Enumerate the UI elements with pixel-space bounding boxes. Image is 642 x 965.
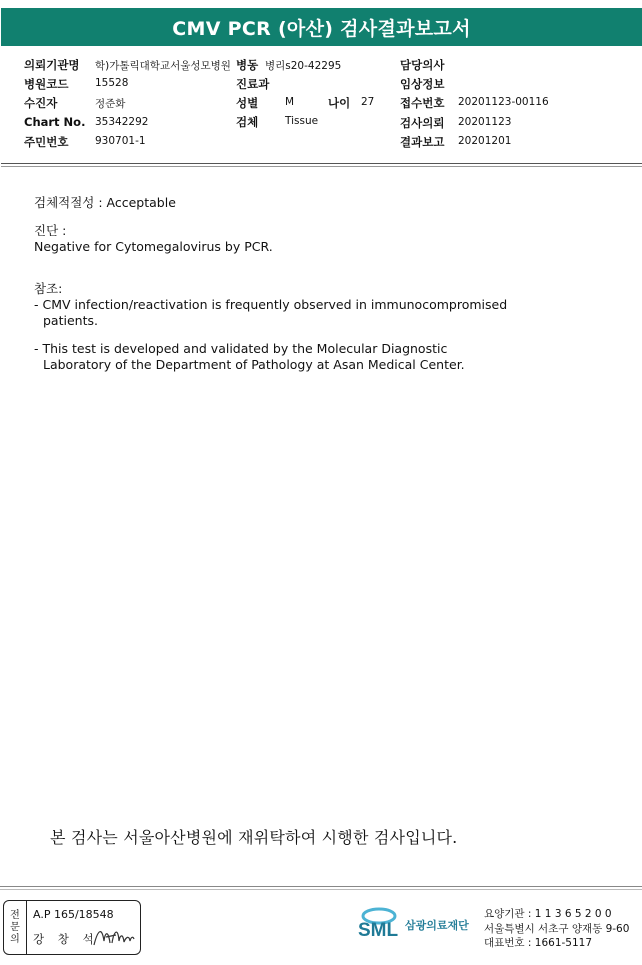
pathologist-signature-box: [3, 900, 141, 955]
reference-1-line-1: - CMV infection/reactivation is frequently observed in immunocompromised: [34, 297, 508, 312]
organization-info: [484, 907, 629, 951]
footer-divider-secondary: [0, 889, 642, 890]
ward-label: 병동: [236, 58, 259, 72]
diagnosis-heading: 진단 :: [34, 223, 67, 238]
id-number-label: 주민번호: [24, 135, 69, 149]
org-registration: 요양기관 : 1 1 3 6 5 2 0 0: [484, 908, 612, 920]
diagnosis-text: Negative for Cytomegalovirus by PCR.: [34, 239, 273, 254]
doctor-label: 담당의사: [400, 58, 445, 72]
patient-value: 정준화: [95, 98, 126, 110]
institution-value: 학)가톨릭대학교서울성모병원: [95, 60, 231, 72]
org-address: 서울특별시 서초구 양재동 9-60: [484, 922, 630, 935]
reference-heading: 참조:: [34, 281, 63, 296]
reference-1-line-2: patients.: [43, 313, 98, 328]
report-date-label: 결과보고: [400, 135, 445, 149]
hospital-code-label: 병원코드: [24, 77, 69, 91]
sex-label: 성별: [236, 96, 259, 110]
svg-text:SML: SML: [358, 920, 399, 941]
referral-note: 본 검사는 서울아산병원에 재위탁하여 시행한 검사입니다.: [50, 828, 458, 847]
pathologist-name: 강 창 석: [33, 932, 99, 946]
id-number-value: 930701-1: [95, 135, 146, 147]
accession-label: 접수번호: [400, 96, 445, 110]
specimen-label: 검체: [236, 115, 259, 129]
request-date-label: 검사의뢰: [400, 116, 445, 130]
report-date-value: 20201201: [458, 135, 512, 147]
age-label: 나이: [328, 96, 351, 110]
sml-logo-icon: [356, 906, 402, 944]
hospital-code-value: 15528: [95, 77, 129, 89]
age-value: 27: [361, 96, 375, 108]
handwritten-signature-icon: [92, 923, 136, 949]
clinical-info-label: 임상정보: [400, 77, 445, 91]
specimen-value: Tissue: [285, 115, 319, 127]
reference-2-line-1: - This test is developed and validated by the Molecular Diagnostic: [34, 341, 448, 356]
footer-divider: [0, 886, 642, 887]
specialist-label: 전 문 의: [4, 901, 27, 954]
foundation-name: 삼광의료재단: [405, 919, 469, 932]
reference-2-line-2: Laboratory of the Department of Pathology at Asan Medical Center.: [43, 357, 465, 372]
report-title: CMV PCR (아산) 검사결과보고서: [172, 17, 471, 40]
ward-value: 병리s20-42295: [265, 60, 342, 72]
chart-value: 35342292: [95, 116, 149, 128]
accession-value: 20201123-00116: [458, 96, 549, 108]
request-date-value: 20201123: [458, 116, 512, 128]
header-divider: [1, 163, 642, 164]
specimen-adequacy: 검체적절성 : Acceptable: [34, 195, 176, 210]
header-divider-secondary: [1, 166, 642, 167]
patient-label: 수진자: [24, 96, 58, 110]
institution-label: 의뢰기관명: [24, 58, 80, 72]
report-title-bar: [1, 8, 642, 46]
patient-info-section: [0, 52, 642, 164]
sex-value: M: [285, 96, 295, 108]
org-phone: 대표번호 : 1661-5117: [484, 937, 593, 949]
chart-label: Chart No.: [24, 115, 86, 129]
sml-logo: [356, 906, 469, 944]
department-label: 진료과: [236, 77, 270, 91]
license-number: A.P 165/18548: [33, 908, 114, 921]
